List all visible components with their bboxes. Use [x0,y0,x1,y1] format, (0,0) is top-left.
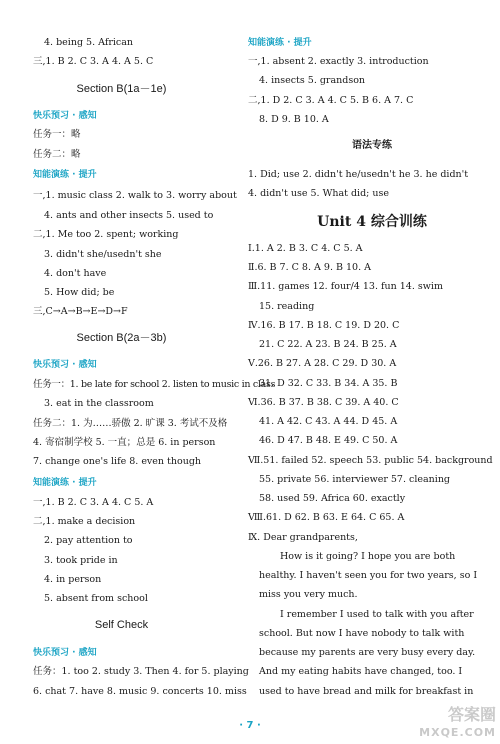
letter-text: school. But now I have nobody to talk with [259,628,465,639]
answer-line: 任务：1. too 2. study 3. Then 4. for 5. playing [33,666,249,677]
answer-line: 任务二：略 [33,149,81,160]
answer-line: 二,1. D 2. C 3. A 4. C 5. B 6. A 7. C [248,95,414,106]
answer-line: 8. D 9. B 10. A [259,114,329,125]
answer-line: 4. insects 5. grandson [259,75,366,86]
answer-line: Ⅶ.51. failed 52. speech 53. public 54. background [248,455,493,466]
answer-line: Ⅱ.6. B 7. C 8. A 9. B 10. A [248,262,371,273]
page-number: · 7 · [239,720,261,731]
answer-line: Ⅲ.11. games 12. four/4 13. fun 14. swim [248,281,443,292]
answer-line: 二,1. Me too 2. spent; working [33,229,179,240]
answer-line: 46. D 47. B 48. E 49. C 50. A [259,435,398,446]
answer-line: 4. being 5. African [44,37,134,48]
answer-line: 5. How did; be [44,287,115,298]
answer-line: 二,1. make a decision [33,516,136,527]
answer-line: 2. pay attention to [44,535,133,546]
letter-salutation: Ⅸ. Dear grandparents, [248,532,358,543]
section-heading: Self Check [94,619,149,631]
section-heading: Section B(2a－3b) [76,332,167,344]
answer-line: Ⅴ.26. B 27. A 28. C 29. D 30. A [248,358,397,369]
answer-line: 15. reading [259,301,315,312]
answer-line: 4. ants and other insects 5. used to [44,210,214,221]
answer-line: Ⅰ.1. A 2. B 3. C 4. C 5. A [248,243,363,254]
letter-text: used to have bread and milk for breakfast in [259,686,474,697]
answer-line: 6. chat 7. have 8. music 9. concerts 10. miss [33,686,247,697]
subsection-label: 快乐预习 · 感知 [33,648,97,658]
answer-line: 一,1. music class 2. walk to 3. worry about [33,190,237,201]
letter-text: And my eating habits have changed, too. I [259,666,463,677]
subsection-label: 快乐预习 · 感知 [33,111,97,121]
answer-line: 55. private 56. interviewer 57. cleaning [259,474,451,485]
letter-text: I remember I used to talk with you after [280,609,474,620]
answer-line: 任务二：1. 为……骄傲 2. 旷课 3. 考试不及格 [33,418,228,429]
subsection-label: 快乐预习 · 感知 [33,360,97,370]
subsection-label: 知能演练 · 提升 [33,170,97,180]
answer-line: 4. in person [44,574,102,585]
answer-line: Ⅳ.16. B 17. B 18. C 19. D 20. C [248,320,400,331]
answer-line: 41. A 42. C 43. A 44. D 45. A [259,416,398,427]
answer-line: Ⅵ.36. B 37. B 38. C 39. A 40. C [248,397,399,408]
answer-line: 58. used 59. Africa 60. exactly [259,493,406,504]
watermark-url: MXQE.COM [419,726,496,739]
watermark-text: 答案圈 [447,705,496,724]
answer-line: 一,1. B 2. C 3. A 4. C 5. A [33,497,154,508]
answer-line: 5. absent from school [44,593,148,604]
answer-line: 任务一：1. be late for school 2. listen to music in class [33,379,276,390]
letter-text: because my parents are very busy every day. [259,647,476,658]
answer-line: 3. took pride in [44,555,118,566]
section-heading: Section B(1a－1e) [76,83,167,95]
answer-line: 任务一：略 [33,129,81,140]
subsection-label: 知能演练 · 提升 [33,478,97,488]
subsection-label: 知能演练 · 提升 [248,38,312,48]
answer-line: 三,1. B 2. C 3. A 4. A 5. C [33,56,154,67]
answer-line: 4. 寄宿制学校 5. 一直；总是 6. in person [33,437,216,448]
answer-line: 31. D 32. C 33. B 34. A 35. B [259,378,398,389]
answer-line: 三,C→A→B→E→D→F [33,306,128,317]
answer-line: 4. don't have [44,268,107,279]
letter-text: healthy. I haven't seen you for two years, so I [259,570,478,581]
letter-text: miss you very much. [259,589,358,600]
answer-line: 1. Did; use 2. didn't he/usedn't he 3. he didn't [248,169,469,180]
answer-line: 21. C 22. A 23. B 24. B 25. A [259,339,397,350]
section-heading: 语法专练 [352,140,392,151]
answer-line: 一,1. absent 2. exactly 3. introduction [248,56,429,67]
watermark-logo [419,706,496,742]
answer-line: Ⅷ.61. D 62. B 63. E 64. C 65. A [248,512,405,523]
unit-heading: Unit 4 综合训练 [317,214,427,230]
answer-line: 3. didn't she/usedn't she [44,249,162,260]
answer-line: 4. didn't use 5. What did; use [248,188,389,199]
answer-line: 3. eat in the classroom [44,398,154,409]
letter-text: How is it going? I hope you are both [280,551,456,562]
answer-line: 7. change one's life 8. even though [33,456,202,467]
